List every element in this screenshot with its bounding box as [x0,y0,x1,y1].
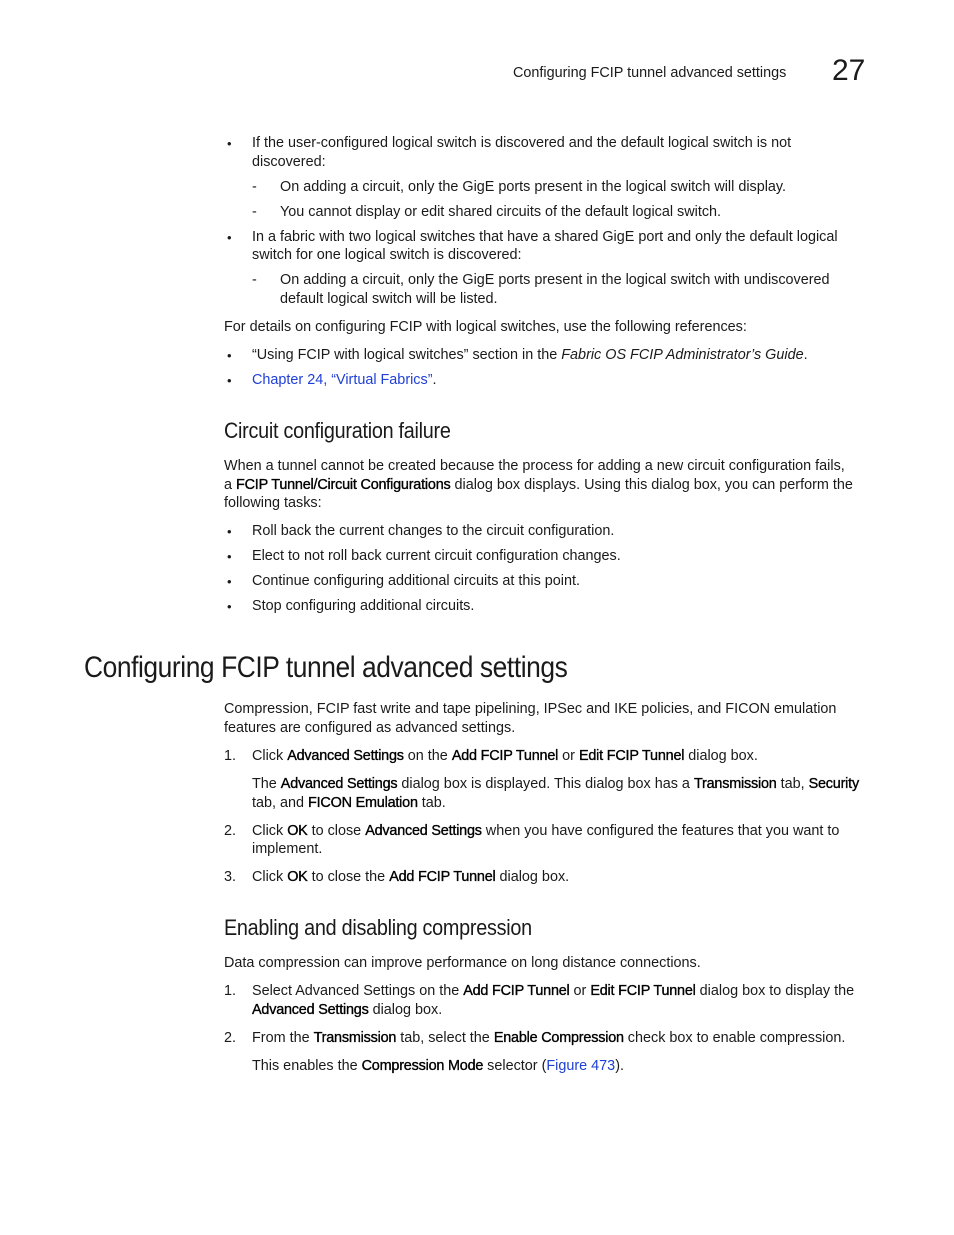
paragraph-line: Compression, FCIP fast write and tape pipelining, IPSec and IKE policies, and FICON emulation [224,701,837,717]
sub-bullet-text: default logical switch will be listed. [280,291,498,307]
references-intro: For details on configuring FCIP with logical switches, use the following references: [224,319,747,335]
step-text: From the Transmission tab, select the Enable Compression check box to enable compression. [252,1030,846,1046]
reference-item: Chapter 24, “Virtual Fabrics”. [252,372,437,388]
bullet-icon: • [227,348,232,363]
bullet-icon: • [227,599,232,614]
paragraph-line: features are configured as advanced settings. [224,720,516,736]
paragraph-line: following tasks: [224,495,322,511]
step-text: Click OK to close Advanced Settings when you have configured the features that you want to [252,823,840,839]
sub-bullet-text: You cannot display or edit shared circuits of the default logical switch. [280,204,722,220]
step-number: 3. [224,869,237,885]
paragraph-line: a FCIP Tunnel/Circuit Configurations dialog box displays. Using this dialog box, you can perform the [224,477,853,493]
figure-473-link[interactable]: Figure 473 [546,1058,616,1074]
bullet-icon: • [227,136,232,151]
paragraph-line: When a tunnel cannot be created because the process for adding a new circuit configuration fails, [224,458,845,474]
step-text: Advanced Settings dialog box. [252,1002,443,1018]
step-number: 1. [224,983,237,999]
bullet-text-line: In a fabric with two logical switches that have a shared GigE port and only the default logical [252,229,838,245]
task-item: Stop configuring additional circuits. [252,598,475,614]
bullet-text-line: If the user-configured logical switch is discovered and the default logical switch is not [252,135,792,151]
step-note-line: The Advanced Settings dialog box is displayed. This dialog box has a Transmission tab, Security [252,776,859,792]
step-number: 2. [224,823,237,839]
bullet-icon: • [227,373,232,388]
sub-bullet-text: On adding a circuit, only the GigE ports present in the logical switch with undiscovered [280,272,830,288]
task-item: Continue configuring additional circuits at this point. [252,573,580,589]
task-item: Elect to not roll back current circuit configuration changes. [252,548,621,564]
bullet-icon: • [227,574,232,589]
chapter-number: 27 [832,54,866,87]
step-text: implement. [252,841,323,857]
bullet-text-line: discovered: [252,154,326,170]
task-item: Roll back the current changes to the circuit configuration. [252,523,615,539]
main-heading: Configuring FCIP tunnel advanced settings [84,651,568,684]
step-text: Click Advanced Settings on the Add FCIP Tunnel or Edit FCIP Tunnel dialog box. [252,748,758,764]
running-header-title: Configuring FCIP tunnel advanced settings [513,65,787,81]
step-number: 2. [224,1030,237,1046]
step-text: Click OK to close the Add FCIP Tunnel dialog box. [252,869,570,885]
bullet-icon: • [227,524,232,539]
step-note-line: This enables the Compression Mode selector (Figure 473). [252,1058,624,1074]
dash-icon: - [252,179,257,195]
section-heading: Circuit configuration failure [224,418,451,443]
dash-icon: - [252,204,257,220]
step-note-line: tab, and FICON Emulation tab. [252,795,446,811]
dash-icon: - [252,272,257,288]
bullet-text-line: switch for one logical switch is discovered: [252,247,522,263]
sub-bullet-text: On adding a circuit, only the GigE ports present in the logical switch will display. [280,179,787,195]
reference-item: “Using FCIP with logical switches” section in the Fabric OS FCIP Administrator’s Guide. [252,347,808,363]
bullet-icon: • [227,230,232,245]
paragraph-line: Data compression can improve performance on long distance connections. [224,955,701,971]
step-text: Select Advanced Settings on the Add FCIP Tunnel or Edit FCIP Tunnel dialog box to display the [252,983,855,999]
step-number: 1. [224,748,237,764]
chapter-24-link[interactable]: Chapter 24, “Virtual Fabrics” [252,372,433,388]
bullet-icon: • [227,549,232,564]
section-heading: Enabling and disabling compression [224,915,532,940]
